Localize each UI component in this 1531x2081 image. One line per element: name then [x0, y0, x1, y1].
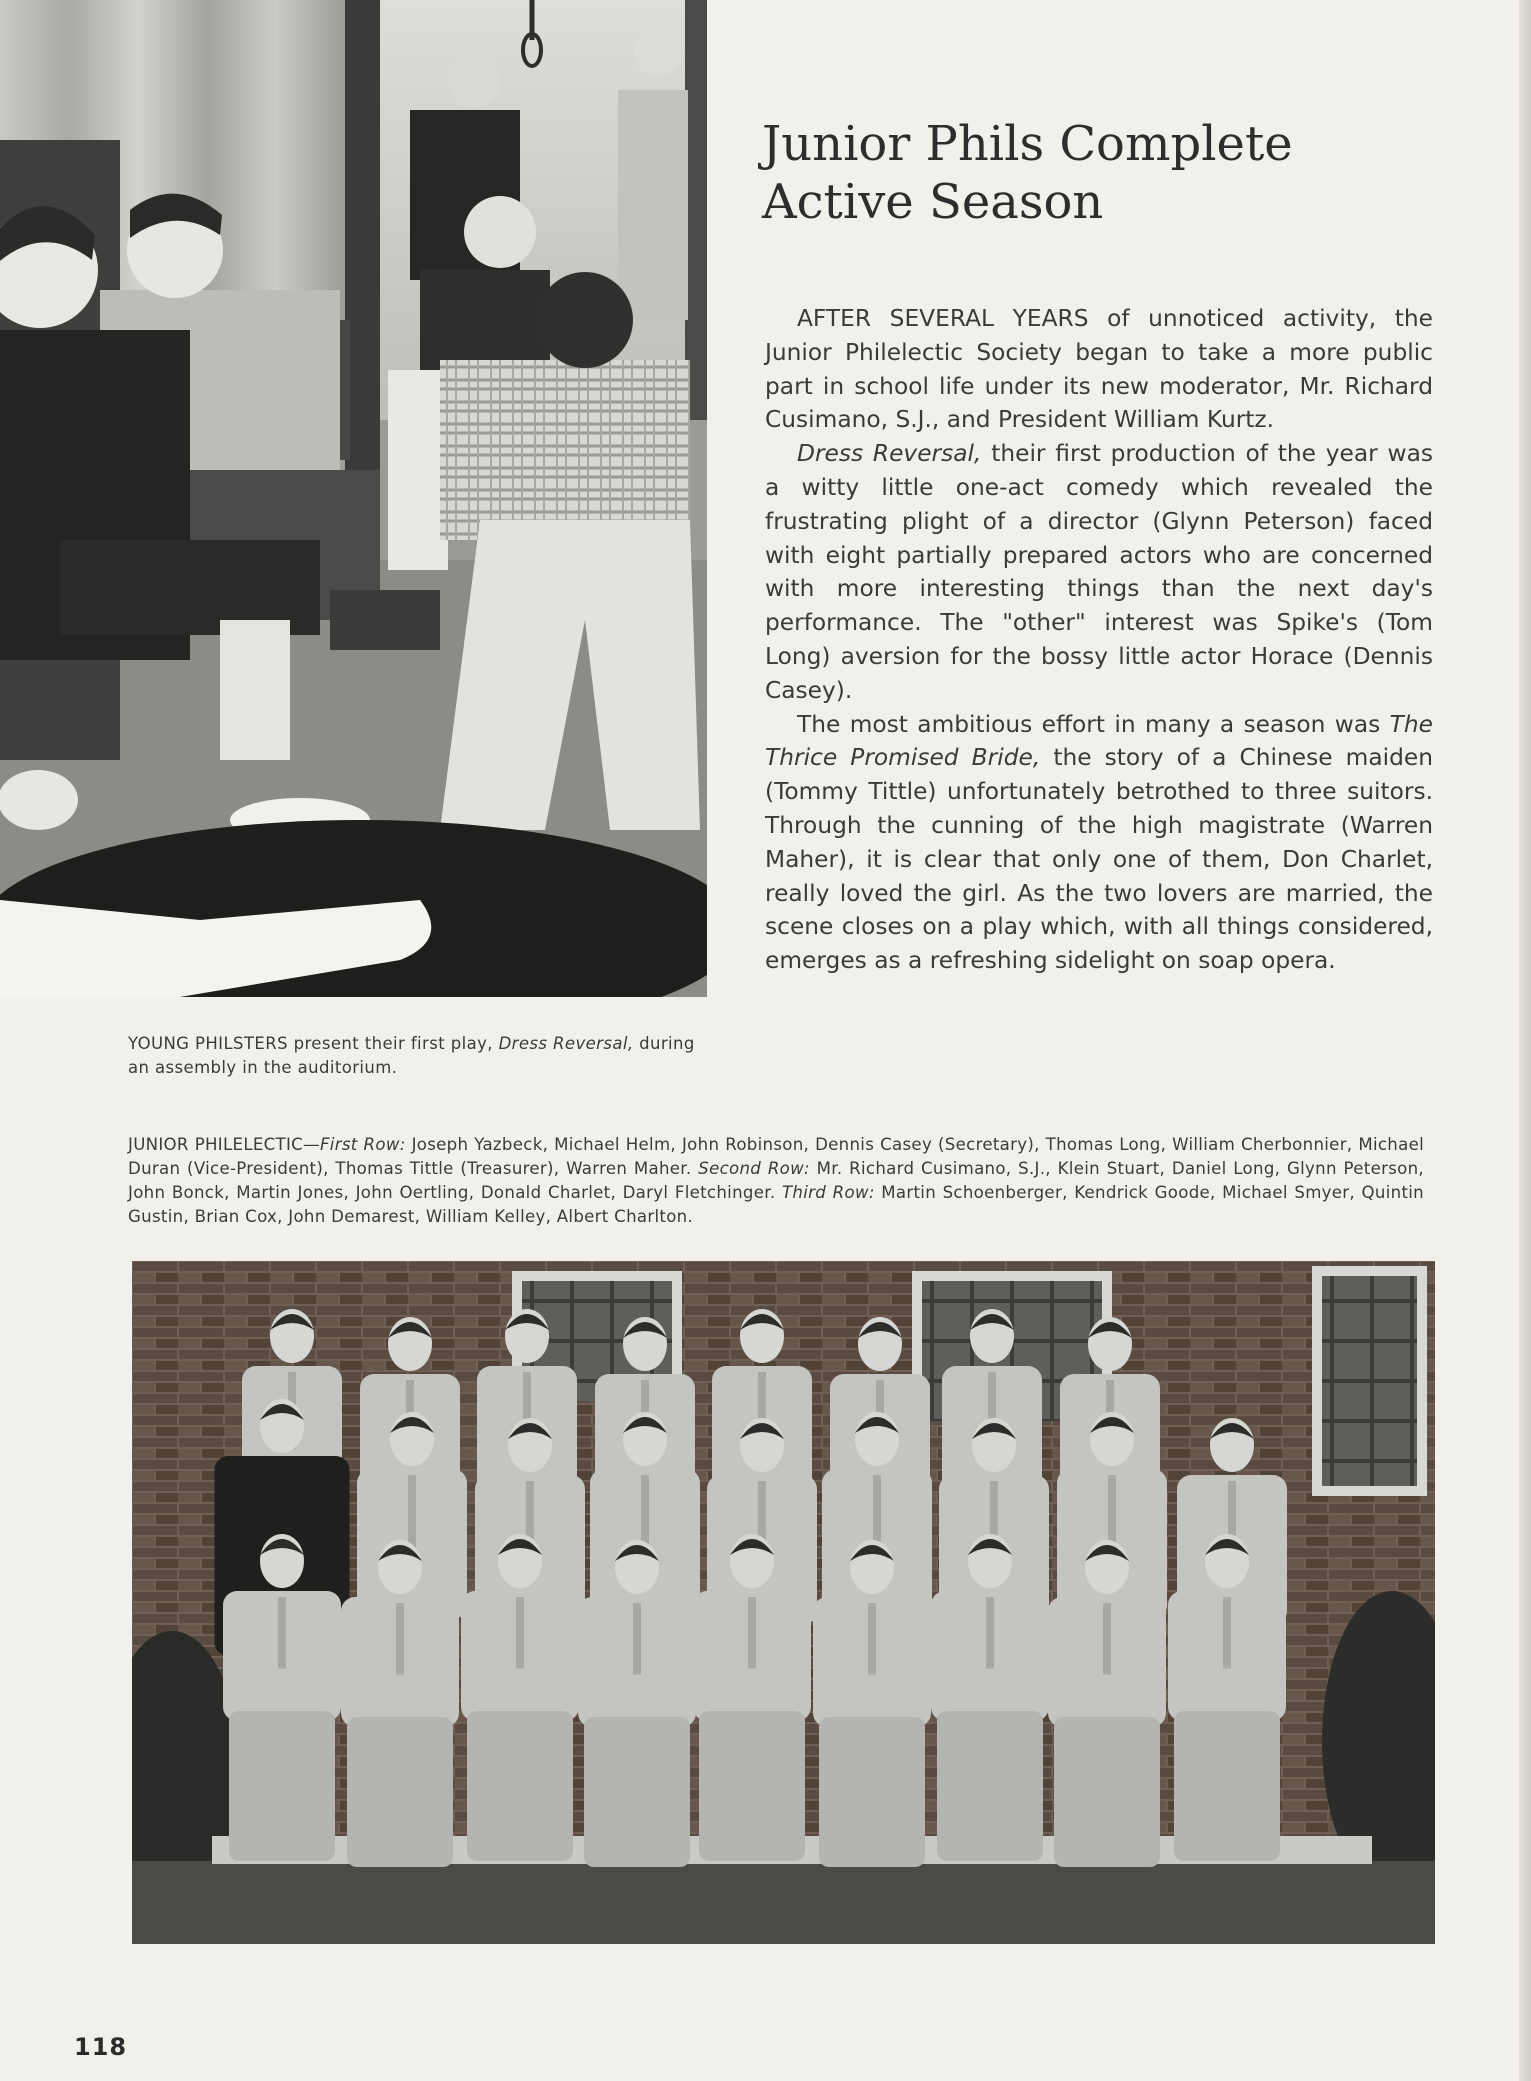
- second-row-names: Mr. Richard Cusimano, S.J., Klein Stuart, Daniel Long, Glynn Peterson, John Bonck, Martin Jones, John Oertling, Donald Charlet, Daryl Fletchinger.: [128, 1159, 1424, 1202]
- article-paragraph-3-start: The most ambitious effort in many a season was: [797, 710, 1390, 738]
- page-edge: [1519, 0, 1531, 2081]
- play-photo-caption: [128, 1032, 698, 1080]
- article-paragraph-2: [765, 437, 1433, 707]
- group-photo-image: [132, 1261, 1435, 1944]
- group-members: [215, 1309, 1288, 1867]
- first-row-label: First Row:: [319, 1135, 406, 1154]
- second-row-label: Second Row:: [698, 1159, 810, 1178]
- article-headline: [762, 115, 1462, 231]
- first-row-names: Joseph Yazbeck, Michael Helm, John Robinson, Dennis Casey (Secretary), Thomas Long, William Cherbonnier, Michael Duran (Vice-President), Thomas Tittle (Treasurer), Warren Maher.: [128, 1135, 1425, 1178]
- article-paragraph-1: AFTER SEVERAL YEARS of unnoticed activity, the Junior Philelectic Society began to take a more public part in school life under its new moderator, Mr. Richard Cusimano, S.J., and President William Kurtz.: [765, 305, 1433, 434]
- group-photo: [132, 1261, 1435, 1944]
- article-paragraph-3-text: the story of a Chinese maiden (Tommy Tittle) unfortunately betrothed to three suitors. Through the cunning of the high magistrate (Warren Maher), it is clear that only one of them, Don Charlet, really loved the girl. As the two lovers are married, the scene closes on a play which, with all things considered, emerges as a refreshing sidelight on soap opera.: [765, 744, 1433, 975]
- article-paragraph-3: [765, 708, 1433, 978]
- roster-caption-lead: JUNIOR PHILELECTIC—: [128, 1135, 320, 1154]
- third-row-names: Martin Schoenberger, Kendrick Goode, Michael Smyer, Quintin Gustin, Brian Cox, John Demarest, William Kelley, Albert Charlton.: [128, 1183, 1425, 1226]
- article-paragraph-2-text: their first production of the year was a witty little one-act comedy which revealed the frustrating plight of a director (Glynn Peterson) faced with eight partially prepared actors who are concerned with more interesting things than the next day's performance. The "other" interest was Spike's (Tom Long) aversion for the bossy little actor Horace (Dennis Casey).: [765, 440, 1434, 704]
- play-title-thrice-promised-bride: The Thrice Promised Bride,: [765, 710, 1433, 772]
- page-number: 118: [74, 2033, 128, 2061]
- third-row-label: Third Row:: [781, 1183, 875, 1202]
- roster-caption: [128, 1133, 1424, 1229]
- play-photo: [0, 0, 707, 997]
- photo-caption-lead: YOUNG PHILSTERS present their first play,: [128, 1034, 499, 1053]
- photo-caption-title: Dress Reversal,: [498, 1034, 634, 1053]
- play-photo-image: [0, 0, 707, 997]
- play-title-dress-reversal: Dress Reversal,: [797, 440, 982, 468]
- headline-line-2: Active Season: [762, 174, 1104, 230]
- headline-line-1: Junior Phils Complete: [762, 116, 1293, 172]
- article-body: [765, 302, 1433, 978]
- photo-caption-rest: during an assembly in the auditorium.: [128, 1034, 695, 1077]
